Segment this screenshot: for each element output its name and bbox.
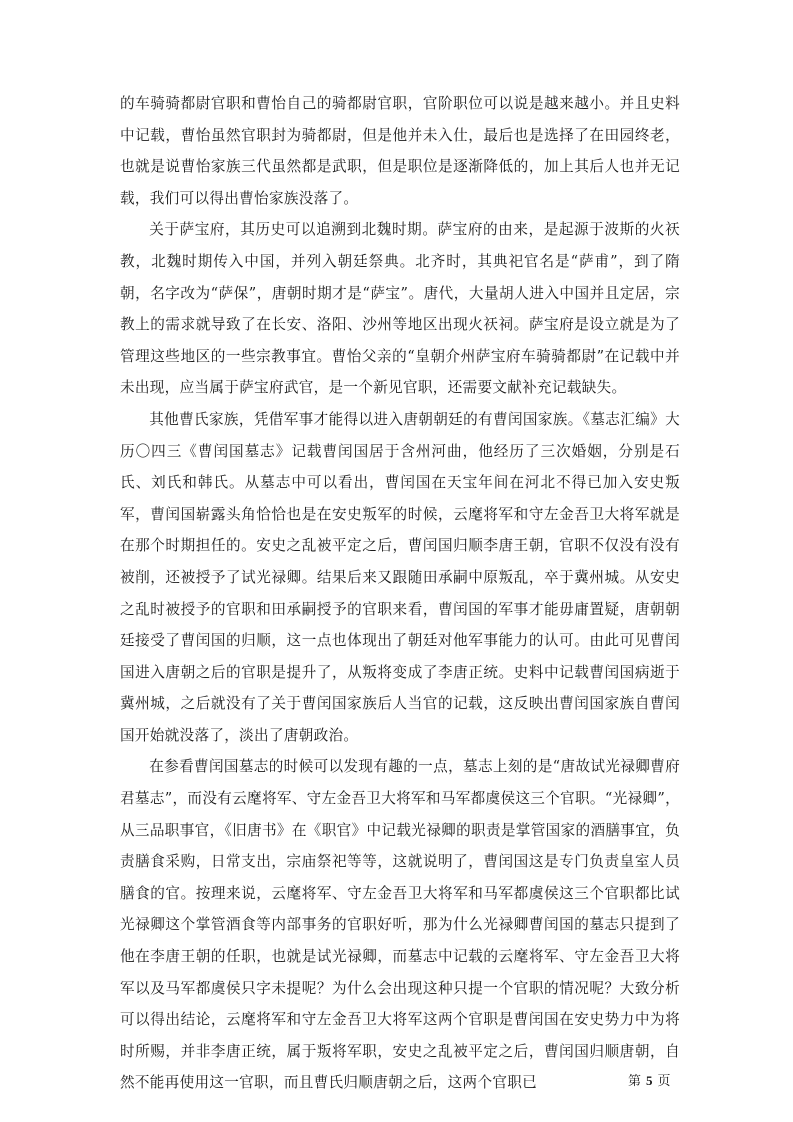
- body-text: [120, 88, 680, 1099]
- page-footer: [628, 1072, 671, 1091]
- paragraph-3: 其他曹氏家族，凭借军事才能得以进入唐朝朝廷的有曹闰国家族。《墓志汇编》大历〇四三《曹闰国墓志》记载曹闰国居于含州河曲，他经历了三次婚姻，分别是石氏、刘氏和韩氏。从墓志中可以看出，曹闰国在天宝年间在河北不得已加入安史叛军，曹闰国崭露头角恰恰也是在安史叛军的时候，云麾将军和守左金吾卫大将军就是在那个时期担任的。安史之乱被平定之后，曹闰国归顺李唐王朝，官职不仅没有没有被削，还被授予了试光禄卿。结果后来又跟随田承嗣中原叛乱，卒于冀州城。从安史之乱时被授予的官职和田承嗣授予的官职来看，曹闰国的军事才能毋庸置疑，唐朝朝廷接受了曹闰国的归顺，这一点也体现出了朝廷对他军事能力的认可。由此可见曹闰国进入唐朝之后的官职是提升了，从叛将变成了李唐正统。史料中记载曹闰国病逝于冀州城，之后就没有了关于曹闰国家族后人当官的记载，这反映出曹闰国家族自曹闰国开始就没落了，淡出了唐朝政治。: [120, 410, 680, 744]
- paragraph-1: 的车骑骑都尉官职和曹怡自己的骑都尉官职，官阶职位可以说是越来越小。并且史料中记载，曹怡虽然官职封为骑都尉，但是他并未入仕，最后也是选择了在田园终老，也就是说曹怡家族三代虽然都是武职，但是职位是逐渐降低的，加上其后人也并无记载，我们可以得出曹怡家族没落了。: [120, 95, 680, 207]
- page-suffix: 页: [657, 1074, 671, 1089]
- page-prefix: 第: [628, 1074, 642, 1089]
- paragraph-2: 关于萨宝府，其历史可以追溯到北魏时期。萨宝府的由来，是起源于波斯的火祆教，北魏时期传入中国，并列入朝廷祭典。北齐时，其典祀官名是“萨甫”，到了隋朝，名字改为“萨保”，唐朝时期才是“萨宝”。唐代，大量胡人进入中国并且定居，宗教上的需求就导致了在长安、洛阳、沙州等地区出现火祆祠。萨宝府是设立就是为了管理这些地区的一些宗教事宜。曹怡父亲的“皇朝介州萨宝府车骑骑都尉”在记载中并未出现，应当属于萨宝府武官，是一个新见官职，还需要文献补充记载缺失。: [120, 221, 680, 397]
- page-number: 5: [646, 1073, 653, 1088]
- paragraph-4: 在参看曹闰国墓志的时候可以发现有趣的一点，墓志上刻的是“唐故试光禄卿曹府君墓志”，而没有云麾将军、守左金吾卫大将军和马军都虞侯这三个官职。“光禄卿”，从三品职事官，《旧唐书》在《职官》中记载光禄卿的职责是掌管国家的酒膳事宜，负责膳食采购，日常支出，宗庙祭祀等等，这就说明了，曹闰国这是专门负责皇室人员膳食的官。按理来说，云麾将军、守左金吾卫大将军和马军都虞侯这三个官职都比试光禄卿这个掌管酒食等内部事务的官职好听，那为什么光禄卿曹闰国的墓志只提到了他在李唐王朝的任职，也就是试光禄卿，而墓志中记载的云麾将军、守左金吾卫大将军以及马军都虞侯只字未提呢？为什么会出现这种只提一个官职的情况呢？大致分析可以得出结论，云麾将军和守左金吾卫大将军这两个官职是曹闰国在安史势力中为将时所赐，并非李唐正统，属于叛将军职，安史之乱被平定之后，曹闰国归顺唐朝，自然不能再使用这一官职，而且曹氏归顺唐朝之后，这两个官职已: [120, 758, 680, 1092]
